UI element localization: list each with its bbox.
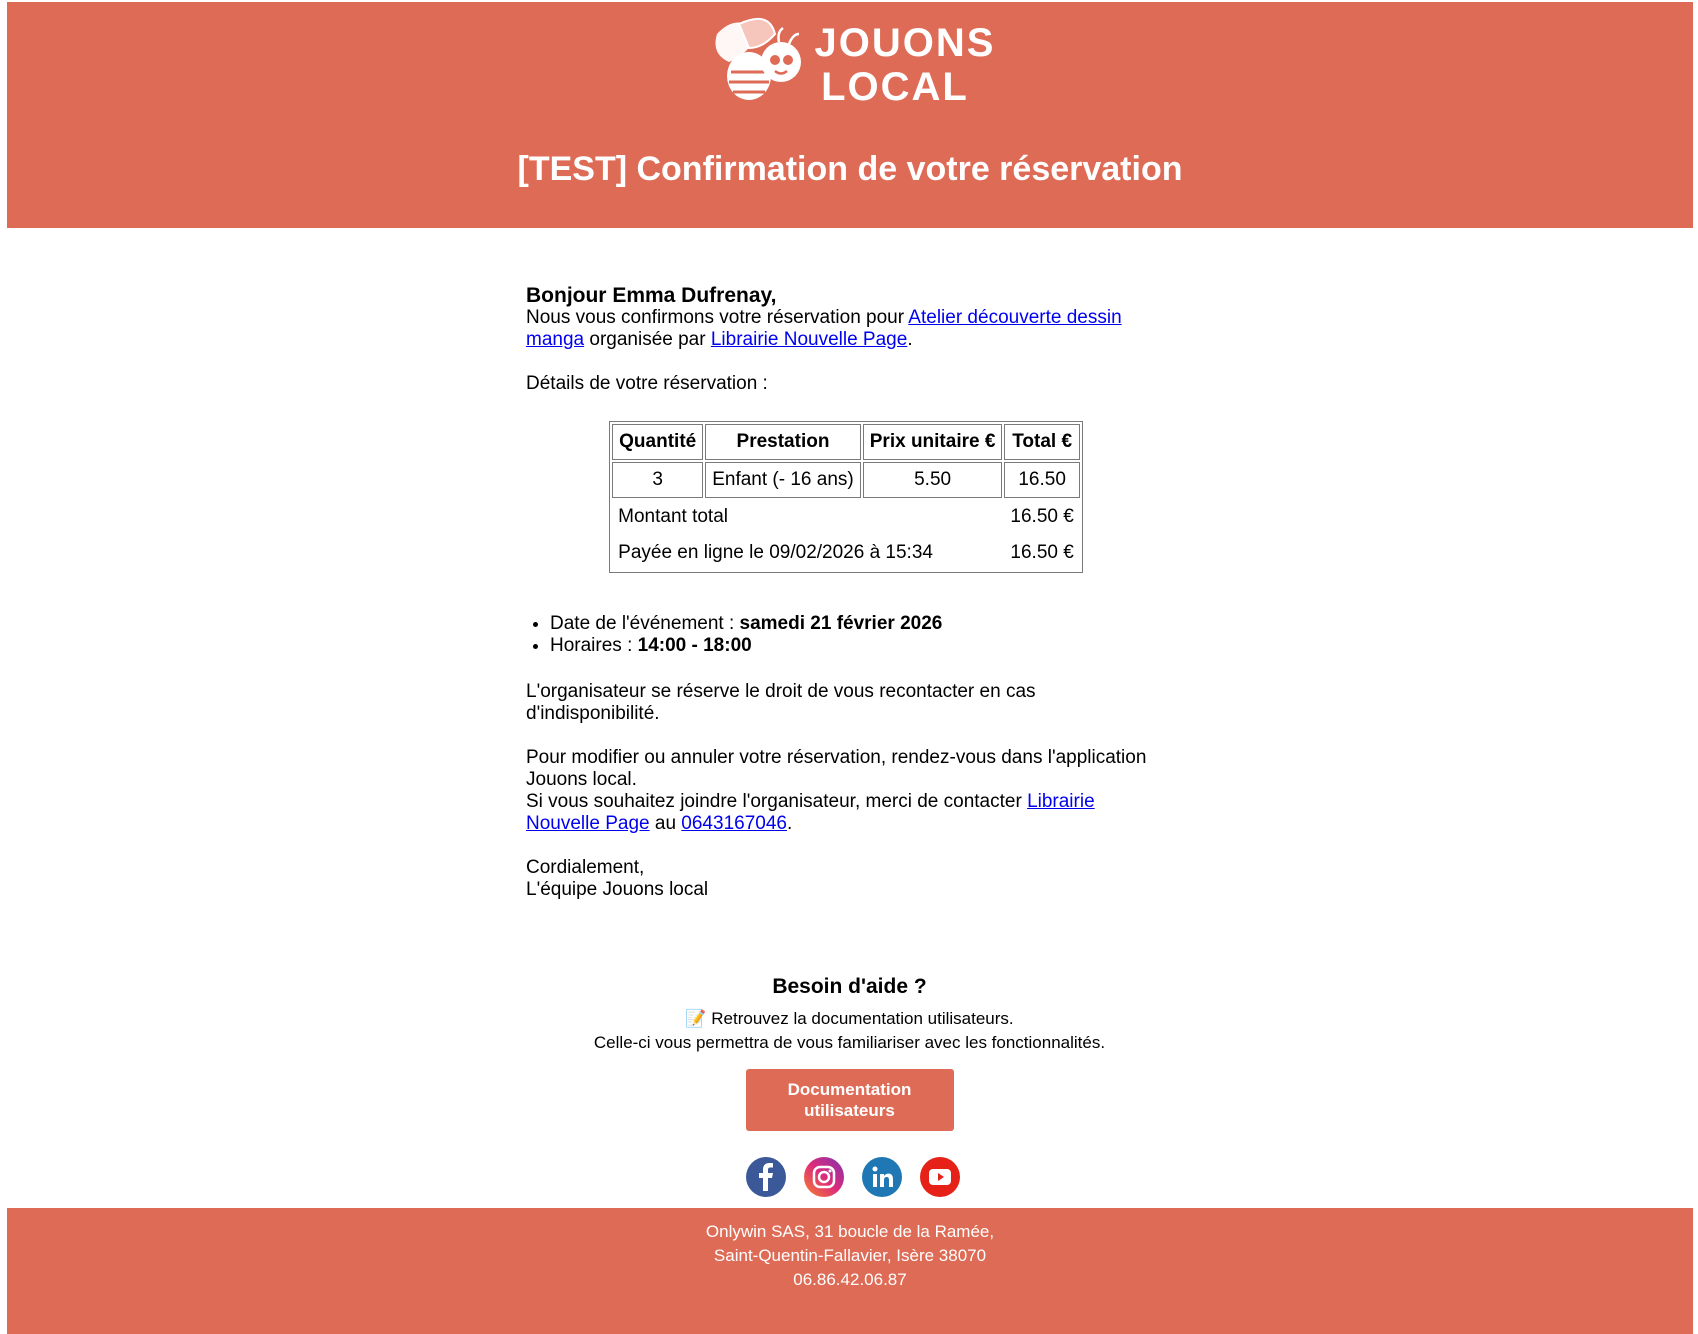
help-title: Besoin d'aide ? [772, 975, 927, 998]
contact-paragraph [526, 791, 1166, 835]
col-quantity: Quantité [612, 424, 703, 460]
paid-row [612, 536, 1080, 570]
reservation-table [609, 421, 1083, 573]
paid-label: Payée en ligne le 09/02/2026 à 15:34 [618, 542, 933, 563]
total-row [612, 500, 1080, 534]
cell-service: Enfant (- 16 ans) [705, 462, 861, 498]
email-header [7, 2, 1693, 228]
contact-organizer-link[interactable]: Librairie Nouvelle Page [526, 791, 1095, 834]
email-title: [TEST] Confirmation de votre réservation [517, 150, 1183, 188]
footer-address-line1: Onlywin SAS, 31 boucle de la Ramée, [705, 1222, 995, 1241]
hours-label: Horaires : [550, 635, 638, 656]
jouons-local-logo [709, 14, 1009, 110]
intro-paragraph [526, 307, 1166, 351]
event-date: samedi 21 février 2026 [739, 613, 943, 634]
intro-text-suffix: . [907, 329, 913, 350]
memo-icon: 📝 [685, 1009, 707, 1028]
help-section [526, 975, 1173, 1131]
svg-text:JOUONS: JOUONS [814, 21, 996, 65]
closing: Cordialement, [526, 857, 645, 878]
footer-phone: 06.86.42.06.87 [793, 1270, 907, 1289]
col-unit-price: Prix unitaire € [863, 424, 1003, 460]
doc-sub: Celle-ci vous permettra de vous familiariser avec les fonctionnalités. [593, 1033, 1106, 1052]
total-value: 16.50 € [1010, 506, 1074, 527]
list-item [550, 635, 1166, 657]
contact-text-middle: au [649, 813, 682, 834]
facebook-icon[interactable] [746, 1157, 786, 1197]
list-item [550, 613, 1166, 635]
youtube-icon[interactable] [920, 1157, 960, 1197]
cell-total: 16.50 [1004, 462, 1079, 498]
paid-value: 16.50 € [1010, 542, 1074, 563]
linkedin-icon[interactable] [862, 1157, 902, 1197]
total-label: Montant total [618, 506, 728, 527]
doc-line-text: Retrouvez la documentation utilisateurs. [711, 1009, 1014, 1028]
intro-text: Nous vous confirmons votre réservation pour [526, 307, 909, 328]
modify-text: Pour modifier ou annuler votre réservation, rendez-vous dans l'application Jouons local. [526, 747, 1147, 790]
cell-quantity: 3 [612, 462, 703, 498]
event-link[interactable]: Atelier découverte dessin manga [526, 307, 1122, 350]
intro-text-middle: organisée par [584, 329, 711, 350]
email-footer [7, 1208, 1693, 1334]
contact-text-suffix: . [786, 813, 793, 834]
instagram-icon[interactable] [804, 1157, 844, 1197]
bee-icon [716, 19, 802, 100]
greeting: Bonjour Emma Dufrenay, [526, 284, 777, 307]
event-details-list [526, 613, 1166, 657]
organizer-link[interactable]: Librairie Nouvelle Page [710, 329, 908, 350]
documentation-button[interactable]: Documentation utilisateurs [746, 1069, 954, 1131]
phone-link[interactable]: 0643167046 [681, 813, 787, 834]
footer-address-line2: Saint-Quentin-Fallavier, Isère 38070 [713, 1246, 987, 1265]
social-links [746, 1157, 960, 1197]
cell-unit-price: 5.50 [863, 462, 1003, 498]
doc-line [526, 1007, 1173, 1031]
svg-text:LOCAL: LOCAL [821, 65, 969, 109]
email-body [526, 285, 1166, 901]
col-service: Prestation [705, 424, 861, 460]
organizer-note: L'organisateur se réserve le droit de vous recontacter en cas d'indisponibilité. [526, 681, 1036, 724]
contact-text: Si vous souhaitez joindre l'organisateur, merci de contacter [526, 791, 1028, 812]
table-row [612, 462, 1080, 498]
date-label: Date de l'événement : [550, 613, 740, 634]
details-label: Détails de votre réservation : [526, 373, 768, 394]
signature: L'équipe Jouons local [526, 879, 709, 900]
col-total: Total € [1004, 424, 1079, 460]
event-hours: 14:00 - 18:00 [637, 635, 752, 656]
